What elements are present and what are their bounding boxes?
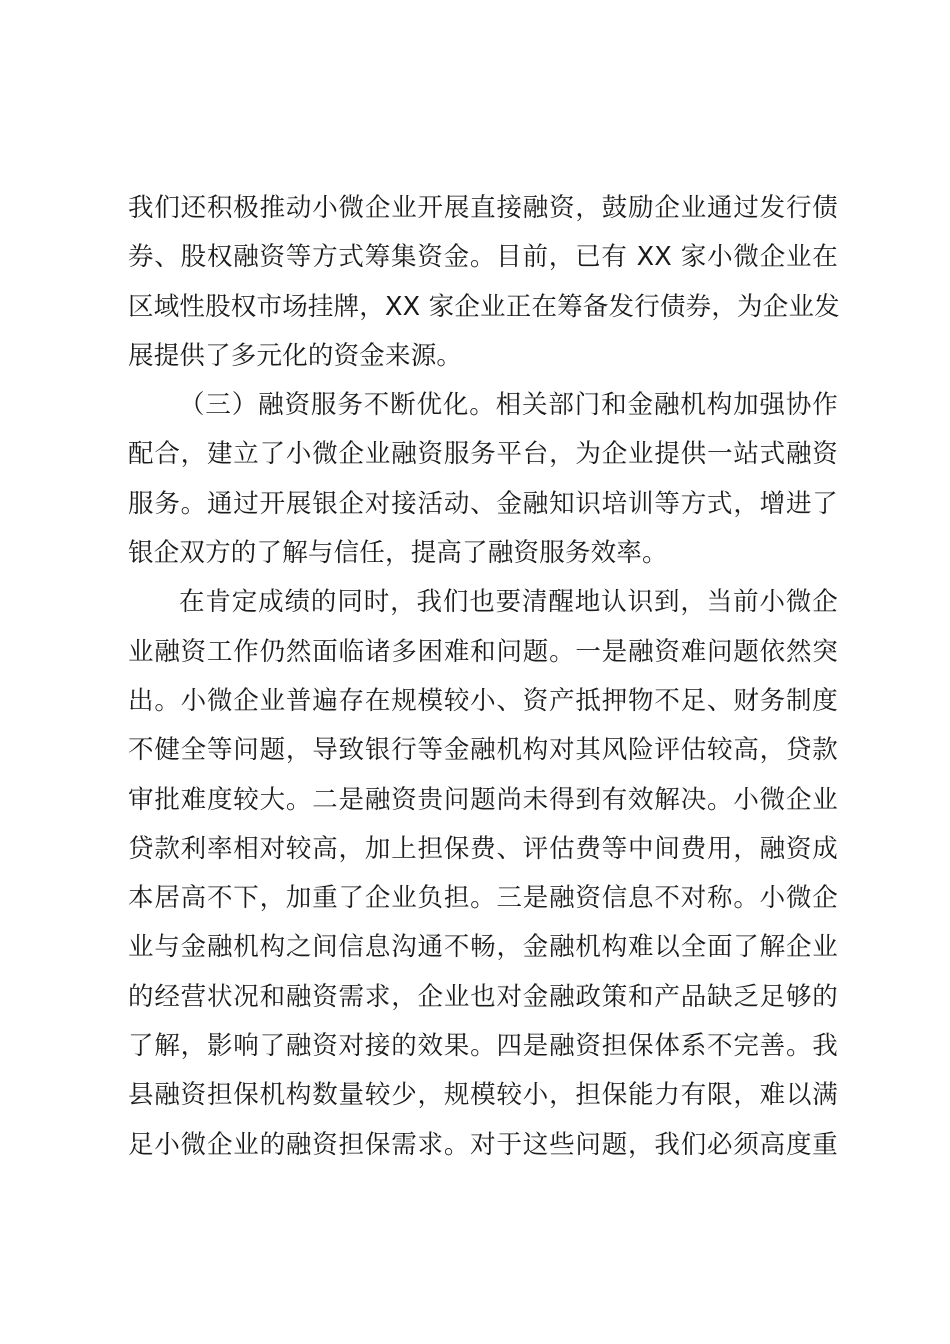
- text-line: 我们还积极推动小微企业开展直接融资，鼓励企业通过发行债: [128, 193, 838, 223]
- text-line: 业融资工作仍然面临诸多困难和问题。一是融资难问题依然突: [128, 636, 838, 667]
- text-line: 足小微企业的融资担保需求。对于这些问题，我们必须高度重: [128, 1129, 838, 1160]
- text-line: 的经营状况和融资需求，企业也对金融政策和产品缺乏足够的: [128, 981, 838, 1012]
- text-line: 展提供了多元化的资金来源。: [128, 340, 463, 371]
- text-line: （三）融资服务不断优化。相关部门和金融机构加强协作: [179, 390, 838, 421]
- text-line: 银企双方的了解与信任，提高了融资服务效率。: [128, 538, 668, 569]
- paragraph-problems: [128, 578, 838, 1170]
- text-line: 在肯定成绩的同时，我们也要清醒地认识到，当前小微企: [179, 587, 838, 618]
- text-line: 不健全等问题，导致银行等金融机构对其风险评估较高，贷款: [128, 735, 838, 766]
- text-line: 区域性股权市场挂牌，XX 家企业正在筹备发行债券，为企业发: [128, 291, 840, 322]
- text-line: 券、股权融资等方式筹集资金。目前，已有 XX 家小微企业在: [128, 242, 838, 273]
- text-line: 服务。通过开展银企对接活动、金融知识培训等方式，增进了: [128, 488, 838, 519]
- paragraph-direct-financing: [128, 184, 838, 381]
- text-line: 审批难度较大。二是融资贵问题尚未得到有效解决。小微企业: [128, 784, 838, 815]
- text-line: 业与金融机构之间信息沟通不畅，金融机构难以全面了解企业: [128, 932, 838, 963]
- text-line: 本居高不下，加重了企业负担。三是融资信息不对称。小微企: [128, 883, 838, 914]
- body-text: [128, 184, 838, 1170]
- text-line: 贷款利率相对较高，加上担保费、评估费等中间费用，融资成: [128, 833, 838, 864]
- text-line: 了解，影响了融资对接的效果。四是融资担保体系不完善。我: [128, 1031, 838, 1062]
- paragraph-financing-services: [128, 381, 838, 578]
- text-line: 出。小微企业普遍存在规模较小、资产抵押物不足、财务制度: [128, 685, 838, 716]
- text-line: 县融资担保机构数量较少，规模较小，担保能力有限，难以满: [128, 1080, 838, 1111]
- text-line: 配合，建立了小微企业融资服务平台，为企业提供一站式融资: [128, 439, 838, 470]
